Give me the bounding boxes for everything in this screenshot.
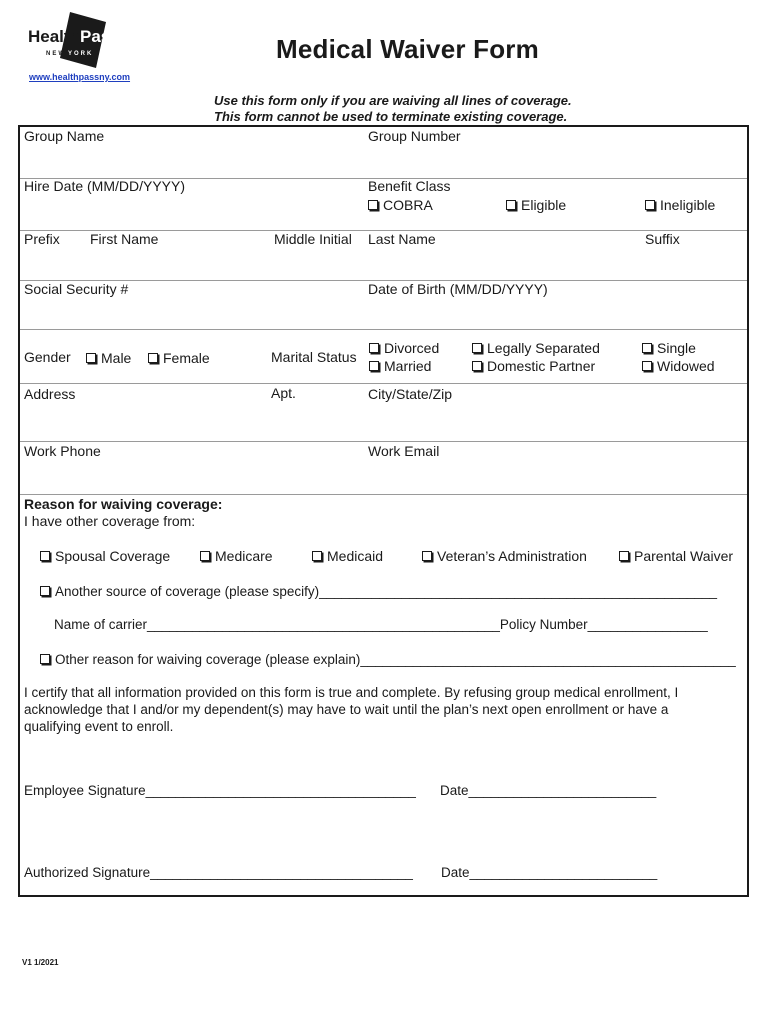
- medicaid-label: Medicaid: [327, 548, 384, 564]
- instruction-line-2: This form cannot be used to terminate existing coverage.: [214, 109, 568, 124]
- veterans-checkbox[interactable]: [422, 548, 587, 564]
- authorized-signature-field[interactable]: Authorized Signature___________________________________: [24, 865, 413, 880]
- group-name-field[interactable]: Group Name: [24, 128, 105, 144]
- widowed-checkbox[interactable]: [642, 358, 715, 374]
- single-checkbox[interactable]: [642, 340, 696, 356]
- other-reason-field[interactable]: Other reason for waiving coverage (please explain)__________________________________________________: [55, 652, 736, 667]
- employee-date-field[interactable]: Date_________________________: [440, 783, 657, 798]
- healthpass-logo: [26, 10, 120, 72]
- cobra-label: COBRA: [383, 197, 433, 213]
- checkbox-icon: [642, 343, 652, 353]
- male-checkbox[interactable]: [86, 350, 131, 366]
- employee-signature-field[interactable]: Employee Signature____________________________________: [24, 783, 416, 798]
- divider: [20, 383, 747, 384]
- prefix-field[interactable]: Prefix: [24, 231, 60, 247]
- checkbox-icon: [506, 200, 516, 210]
- another-source-field[interactable]: Another source of coverage (please specify)_____________________________________________________: [55, 584, 718, 599]
- certification-text: I certify that all information provided on this form is true and complete. By refusing group medical enrollment, I acknowledge that I and/or my dependent(s) may have to wait until the plan’s next open enrollment or have a qualifying event to enroll.: [24, 685, 679, 734]
- medicare-label: Medicare: [215, 548, 273, 564]
- male-label: Male: [101, 350, 132, 366]
- ssn-field[interactable]: Social Security #: [24, 281, 129, 297]
- first-name-field[interactable]: First Name: [90, 231, 159, 247]
- suffix-field[interactable]: Suffix: [645, 231, 680, 247]
- divorced-checkbox[interactable]: [369, 340, 439, 356]
- domestic-partner-checkbox[interactable]: [472, 358, 595, 374]
- checkbox-icon: [86, 353, 96, 363]
- checkbox-icon: [472, 361, 482, 371]
- ineligible-label: Ineligible: [660, 197, 716, 213]
- group-number-field[interactable]: Group Number: [368, 128, 461, 144]
- cobra-checkbox[interactable]: [368, 197, 433, 213]
- checkbox-icon: [619, 551, 629, 561]
- marital-status-label: Marital Status: [271, 349, 357, 365]
- spousal-label: Spousal Coverage: [55, 548, 171, 564]
- domestic-partner-label: Domestic Partner: [487, 358, 596, 374]
- medicare-checkbox[interactable]: [200, 548, 273, 564]
- ineligible-checkbox[interactable]: [645, 197, 715, 213]
- work-phone-field[interactable]: Work Phone: [24, 443, 101, 459]
- reason-heading: Reason for waiving coverage:: [24, 496, 223, 512]
- married-label: Married: [384, 358, 432, 374]
- parental-waiver-checkbox[interactable]: [619, 548, 733, 564]
- checkbox-icon: [312, 551, 322, 561]
- spousal-checkbox[interactable]: [40, 548, 170, 564]
- widowed-label: Widowed: [657, 358, 715, 374]
- work-email-field[interactable]: Work Email: [368, 443, 440, 459]
- divorced-label: Divorced: [384, 340, 440, 356]
- page-title: Medical Waiver Form: [276, 34, 539, 64]
- female-checkbox[interactable]: [148, 350, 210, 366]
- svg-text:NEW: NEW: [46, 51, 66, 57]
- medicaid-checkbox[interactable]: [312, 548, 383, 564]
- instruction-line-1: Use this form only if you are waiving all lines of coverage.: [214, 93, 572, 108]
- apt-field[interactable]: Apt.: [271, 385, 296, 401]
- checkbox-icon: [40, 654, 50, 664]
- divider: [20, 494, 747, 495]
- checkbox-icon: [40, 551, 50, 561]
- authorized-date-field[interactable]: Date_________________________: [441, 865, 658, 880]
- another-source-checkbox[interactable]: [40, 584, 717, 599]
- address-field[interactable]: Address: [24, 386, 76, 402]
- reason-subheading: I have other coverage from:: [24, 513, 196, 529]
- checkbox-icon: [369, 361, 379, 371]
- benefit-class-label: Benefit Class: [368, 178, 451, 194]
- carrier-policy-line[interactable]: Name of carrier_______________________________________________Policy Number________________: [54, 617, 708, 632]
- website-link[interactable]: www.healthpassny.com: [29, 72, 131, 82]
- divider: [20, 329, 747, 330]
- city-state-zip-field[interactable]: City/State/Zip: [368, 386, 453, 402]
- other-reason-checkbox[interactable]: [40, 652, 736, 667]
- legally-separated-checkbox[interactable]: [472, 340, 600, 356]
- checkbox-icon: [642, 361, 652, 371]
- single-label: Single: [657, 340, 696, 356]
- married-checkbox[interactable]: [369, 358, 431, 374]
- checkbox-icon: [148, 353, 158, 363]
- last-name-field[interactable]: Last Name: [368, 231, 436, 247]
- gender-label: Gender: [24, 349, 71, 365]
- checkbox-icon: [472, 343, 482, 353]
- veterans-label: Veteran’s Administration: [437, 548, 587, 564]
- eligible-checkbox[interactable]: [506, 197, 566, 213]
- svg-text:Health: Health: [28, 27, 80, 46]
- dob-field[interactable]: Date of Birth (MM/DD/YYYY): [368, 281, 548, 297]
- svg-text:YORK: YORK: [68, 51, 94, 57]
- legally-separated-label: Legally Separated: [487, 340, 600, 356]
- checkbox-icon: [368, 200, 378, 210]
- checkbox-icon: [422, 551, 432, 561]
- hire-date-field[interactable]: Hire Date (MM/DD/YYYY): [24, 178, 186, 194]
- female-label: Female: [163, 350, 210, 366]
- svg-text:Pass: Pass: [80, 27, 120, 46]
- divider: [20, 441, 747, 442]
- checkbox-icon: [645, 200, 655, 210]
- checkbox-icon: [200, 551, 210, 561]
- eligible-label: Eligible: [521, 197, 567, 213]
- middle-initial-field[interactable]: Middle Initial: [274, 231, 352, 247]
- parental-waiver-label: Parental Waiver: [634, 548, 734, 564]
- checkbox-icon: [40, 586, 50, 596]
- version-label: V1 1/2021: [22, 958, 59, 967]
- checkbox-icon: [369, 343, 379, 353]
